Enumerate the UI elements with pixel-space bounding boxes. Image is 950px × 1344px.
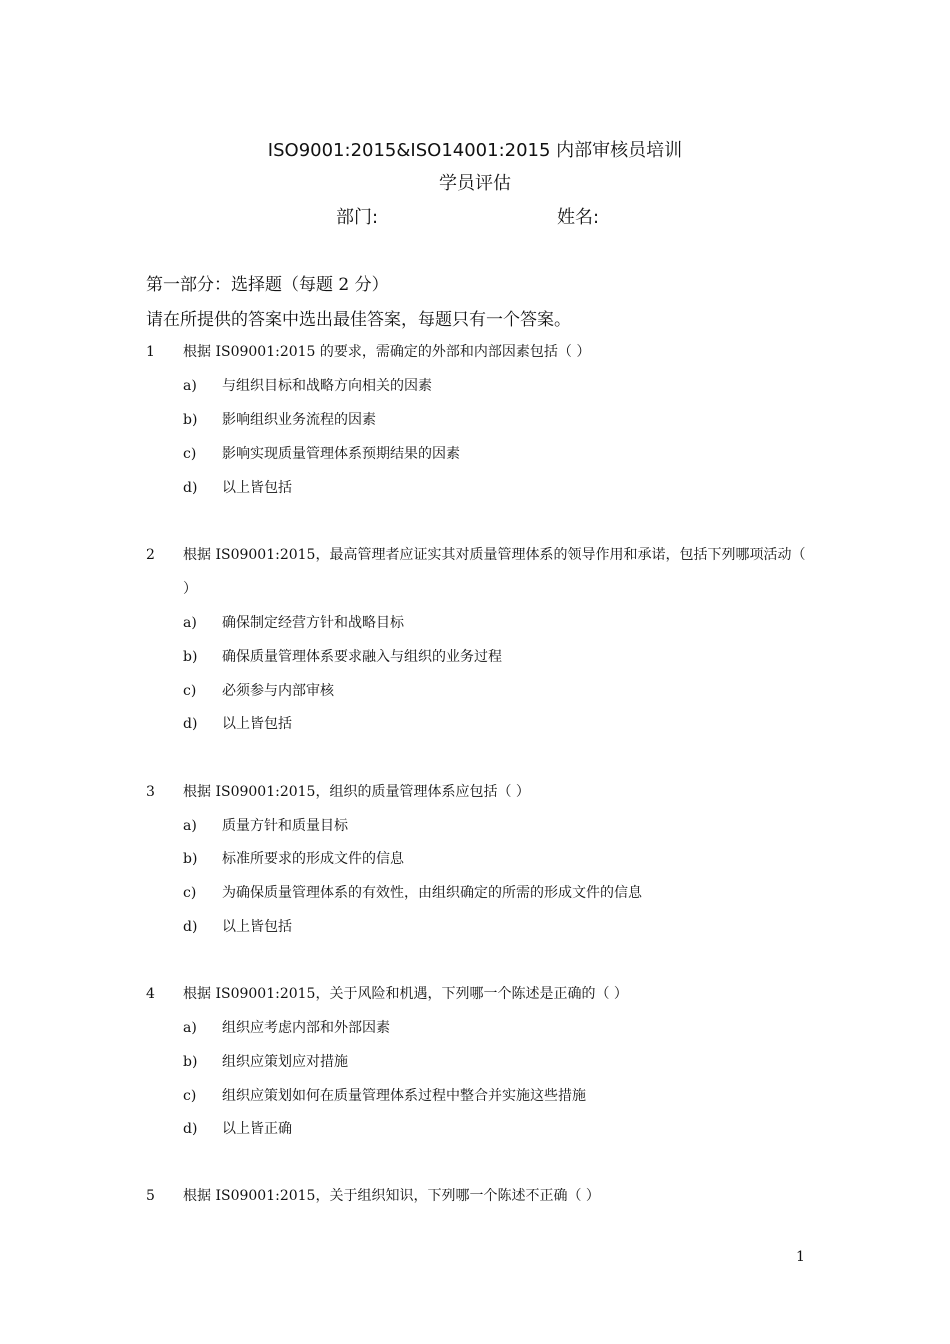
option-text: 影响实现质量管理体系预期结果的因素 — [222, 446, 460, 462]
option-text: 为确保质量管理体系的有效性，由组织确定的所需的形成文件的信息 — [222, 885, 642, 901]
question-number: 5 — [146, 1188, 155, 1204]
option-letter: c) — [183, 446, 197, 462]
question-number: 4 — [146, 986, 155, 1002]
question-number: 2 — [146, 547, 155, 563]
option-letter: a) — [183, 1020, 197, 1036]
question-text: 根据 IS09001:2015 的要求，需确定的外部和内部因素包括（ ） — [183, 344, 591, 360]
option-text: 确保制定经营方针和战略目标 — [222, 615, 404, 631]
option-letter: b) — [183, 649, 198, 665]
option-letter: d) — [183, 480, 198, 496]
question-text: 根据 IS09001:2015，关于组织知识，下列哪一个陈述不正确（ ） — [183, 1188, 600, 1204]
option-letter: d) — [183, 716, 198, 732]
option-letter: d) — [183, 1121, 198, 1137]
name-label: 姓名: — [557, 207, 600, 228]
question-text: 根据 IS09001:2015，组织的质量管理体系应包括（ ） — [183, 784, 530, 800]
option-text: 与组织目标和战略方向相关的因素 — [222, 378, 432, 394]
option-letter: b) — [183, 851, 198, 867]
option-text: 影响组织业务流程的因素 — [222, 412, 376, 428]
page-number: 1 — [796, 1249, 805, 1265]
question-number: 3 — [146, 784, 155, 800]
option-letter: c) — [183, 885, 197, 901]
option-letter: a) — [183, 378, 197, 394]
option-text: 以上皆包括 — [222, 919, 292, 935]
question-text: 根据 IS09001:2015，关于风险和机遇，下列哪一个陈述是正确的（ ） — [183, 986, 628, 1002]
document-subtitle: 学员评估 — [439, 173, 511, 194]
option-text: 组织应策划应对措施 — [222, 1054, 348, 1070]
option-text: 以上皆正确 — [222, 1121, 292, 1137]
option-letter: d) — [183, 919, 198, 935]
department-label: 部门: — [336, 207, 379, 228]
option-letter: a) — [183, 818, 197, 834]
option-letter: b) — [183, 412, 198, 428]
option-text: 组织应考虑内部和外部因素 — [222, 1020, 390, 1036]
option-text: 必须参与内部审核 — [222, 683, 334, 699]
option-text: 组织应策划如何在质量管理体系过程中整合并实施这些措施 — [222, 1088, 586, 1104]
question-text: 根据 IS09001:2015，最高管理者应证实其对质量管理体系的领导作用和承诺，包括下列哪项活动（ ） — [183, 547, 806, 597]
option-letter: c) — [183, 683, 197, 699]
option-letter: c) — [183, 1088, 197, 1104]
option-text: 质量方针和质量目标 — [222, 818, 348, 834]
instruction-text: 请在所提供的答案中选出最佳答案，每题只有一个答案。 — [146, 310, 571, 330]
option-text: 标准所要求的形成文件的信息 — [222, 851, 404, 867]
option-text: 以上皆包括 — [222, 716, 292, 732]
option-text: 确保质量管理体系要求融入与组织的业务过程 — [222, 649, 502, 665]
option-text: 以上皆包括 — [222, 480, 292, 496]
question-number: 1 — [146, 344, 155, 360]
option-letter: b) — [183, 1054, 198, 1070]
document-title: ISO9001:2015&ISO14001:2015 内部审核员培训 — [267, 140, 683, 161]
section-heading: 第一部分：选择题（每题 2 分） — [146, 275, 389, 295]
option-letter: a) — [183, 615, 197, 631]
